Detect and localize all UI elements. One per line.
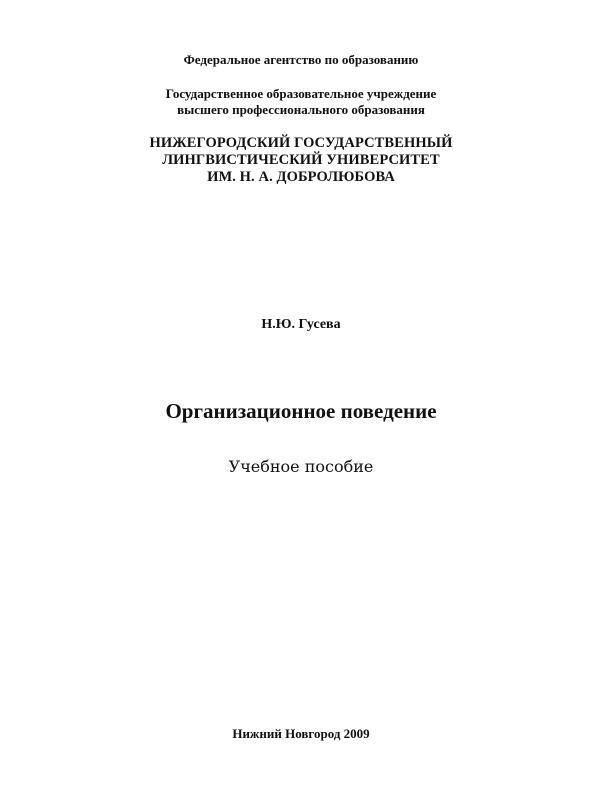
institution-line-2: высшего профессионального образования xyxy=(177,102,425,117)
university-name-line-1: НИЖЕГОРОДСКИЙ ГОСУДАРСТВЕННЫЙ xyxy=(149,135,453,151)
university-name-line-3: ИМ. Н. А. ДОБРОЛЮБОВА xyxy=(207,169,395,185)
book-subtitle: Учебное пособие xyxy=(228,457,374,476)
book-title: Организационное поведение xyxy=(165,399,437,423)
author-name: Н.Ю. Гусева xyxy=(261,317,341,332)
university-name-line-2: ЛИНГВИСТИЧЕСКИЙ УНИВЕРСИТЕТ xyxy=(162,152,440,168)
agency-name: Федеральное агентство по образованию xyxy=(183,52,419,67)
institution-line-1: Государственное образовательное учреждение xyxy=(165,86,437,101)
place-and-year: Нижний Новгород 2009 xyxy=(232,726,370,741)
